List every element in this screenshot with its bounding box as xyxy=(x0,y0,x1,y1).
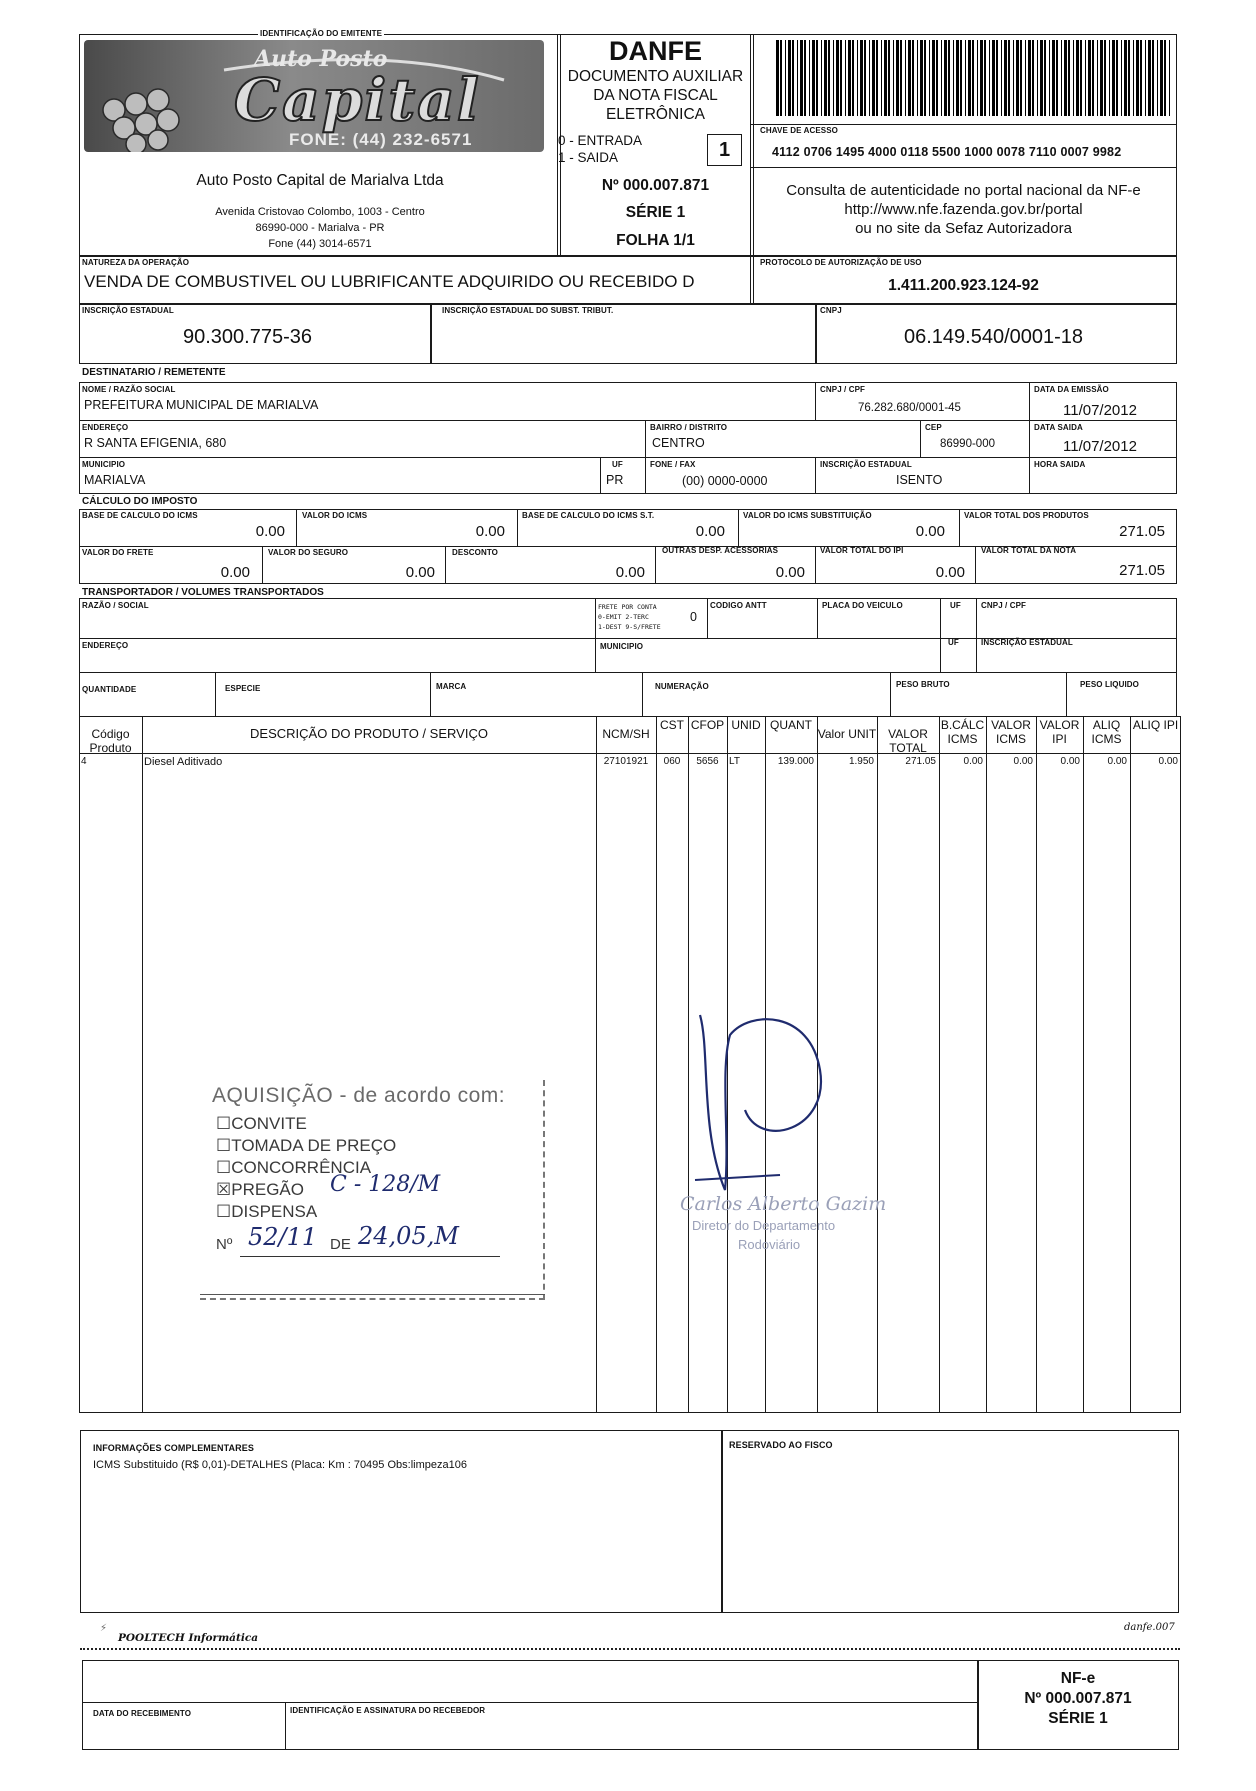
barcode-bar xyxy=(1037,40,1038,116)
table-header-cell: ALIQ IPI xyxy=(1132,718,1179,732)
barcode-bar xyxy=(1049,40,1050,116)
emitente-name: Auto Posto Capital de Marialva Ltda xyxy=(196,172,444,189)
signatory-name: Carlos Alberto Gazim xyxy=(680,1193,887,1215)
barcode-bar xyxy=(1164,40,1166,116)
barcode-bar xyxy=(840,40,842,116)
total-prod-label: VALOR TOTAL DOS PRODUTOS xyxy=(964,511,1089,520)
transp-frete-val: 0 xyxy=(690,610,697,624)
barcode-bar xyxy=(1133,40,1134,116)
software-credit: POOLTECH Informática xyxy=(118,1632,259,1644)
barcode-bar xyxy=(864,40,866,116)
barcode-bar xyxy=(797,40,798,116)
fisco-label: RESERVADO AO FISCO xyxy=(729,1440,833,1450)
desconto-label: DESCONTO xyxy=(452,548,498,557)
barcode-bar xyxy=(1121,40,1122,116)
barcode-bar xyxy=(977,40,978,116)
table-column-divider xyxy=(142,716,143,1413)
danfe-title: DANFE xyxy=(609,36,702,66)
barcode-bar xyxy=(1109,40,1110,116)
table-column-divider xyxy=(656,716,657,1413)
barcode-bar xyxy=(972,40,974,116)
ie-st-label: INSCRIÇÃO ESTADUAL DO SUBST. TRIBUT. xyxy=(442,306,614,315)
seguro: 0.00 xyxy=(405,564,435,581)
barcode-bar xyxy=(785,40,786,116)
dest-cnpj: 76.282.680/0001-45 xyxy=(858,402,961,414)
barcode-bar xyxy=(944,40,947,116)
stamp-concorrencia-label: CONCORRÊNCIA xyxy=(231,1158,372,1177)
danfe-subtitle-2: DA NOTA FISCAL xyxy=(593,87,718,104)
table-header-cell: CST xyxy=(660,718,684,732)
barcode-bar xyxy=(852,40,854,116)
barcode-bar xyxy=(1013,40,1014,116)
consulta-line-1: Consulta de autenticidade no portal nacional da NF-e xyxy=(786,182,1141,199)
transp-uf2-label: UF xyxy=(948,638,959,647)
barcode-bar xyxy=(1136,40,1139,116)
dest-saida-label: DATA SAIDA xyxy=(1034,423,1083,432)
dest-saida: 11/07/2012 xyxy=(1063,438,1137,455)
danfe-version: danfe.007 xyxy=(1124,1622,1175,1633)
total-nota: 271.05 xyxy=(1119,562,1165,579)
signature-icon xyxy=(690,1010,870,1210)
barcode-bar xyxy=(812,40,815,116)
cnpj-value: 06.149.540/0001-18 xyxy=(904,326,1084,348)
barcode-bar xyxy=(1124,40,1127,116)
barcode-icon xyxy=(776,40,1176,116)
table-header-cell: NCM/SH xyxy=(602,727,650,741)
canhoto-serie: SÉRIE 1 xyxy=(1048,1710,1108,1727)
vol-numeracao-label: NUMERAÇÃO xyxy=(655,682,709,691)
table-column-divider xyxy=(939,716,940,1413)
checkbox-empty-icon: ☐ xyxy=(216,1158,232,1177)
produtos-box xyxy=(79,716,1181,1413)
barcode-bar xyxy=(800,40,803,116)
stamp-date-handwritten: 24,05,M xyxy=(358,1222,459,1250)
transp-municipio-label: MUNICIPIO xyxy=(600,642,644,651)
consulta-line-3: ou no site da Sefaz Autorizadora xyxy=(855,220,1072,237)
base-icms: 0.00 xyxy=(255,523,285,540)
valor-st-label: VALOR DO ICMS SUBSTITUIÇÃO xyxy=(743,511,872,520)
table-header-cell: VALOR IPI xyxy=(1039,718,1080,746)
transp-razao-label: RAZÃO / SOCIAL xyxy=(82,601,149,610)
table-cell: 4 xyxy=(81,756,87,767)
barcode-bar xyxy=(884,40,887,116)
barcode-bar xyxy=(848,40,851,116)
barcode-bar xyxy=(941,40,942,116)
checkbox-empty-icon: ☐ xyxy=(216,1202,232,1221)
barcode-bar xyxy=(1112,40,1115,116)
dest-endereco-label: ENDEREÇO xyxy=(82,423,129,432)
table-header-cell: UNID xyxy=(731,718,761,732)
info-box xyxy=(80,1430,723,1613)
dest-ie-label: INSCRIÇÃO ESTADUAL xyxy=(820,460,912,469)
vol-especie-label: ESPECIE xyxy=(225,684,261,693)
table-cell: 5656 xyxy=(696,756,719,767)
stamp-num-handwritten: 52/11 xyxy=(248,1223,318,1251)
valor-icms: 0.00 xyxy=(475,523,505,540)
stamp-pregao-handwritten: C - 128/M xyxy=(330,1172,441,1197)
barcode-bar xyxy=(792,40,794,116)
dest-nome: PREFEITURA MUNICIPAL DE MARIALVA xyxy=(84,398,319,412)
table-header-cell: ALIQ ICMS xyxy=(1091,718,1122,746)
danfe-numero: Nº 000.007.871 xyxy=(601,177,710,194)
barcode-bar xyxy=(876,40,878,116)
barcode-bar xyxy=(1001,40,1002,116)
danfe-folha: FOLHA 1/1 xyxy=(616,232,695,249)
barcode-bar xyxy=(1145,40,1146,116)
emitente-address: Avenida Cristovao Colombo, 1003 - Centro xyxy=(215,206,425,218)
chave-value: 4112 0706 1495 4000 0118 5500 1000 0078 7110 0007 9982 xyxy=(772,145,1122,159)
barcode-bar xyxy=(1056,40,1058,116)
total-prod: 271.05 xyxy=(1119,523,1165,540)
barcode-bar xyxy=(1148,40,1151,116)
frete: 0.00 xyxy=(220,564,250,581)
barcode-bar xyxy=(1016,40,1019,116)
dest-endereco: R SANTA EFIGENIA, 680 xyxy=(84,436,227,450)
barcode-bar xyxy=(953,40,954,116)
base-st-label: BASE DE CALCULO DO ICMS S.T. xyxy=(522,511,655,520)
aquisicao-stamp xyxy=(200,1080,545,1300)
barcode-bar xyxy=(1032,40,1034,116)
barcode-bar xyxy=(809,40,810,116)
barcode-bar xyxy=(948,40,950,116)
vol-peso-liquido-label: PESO LIQUIDO xyxy=(1080,680,1139,689)
canhoto-box xyxy=(82,1660,979,1750)
barcode-bar xyxy=(1008,40,1010,116)
table-header-cell: DESCRIÇÃO DO PRODUTO / SERVIÇO xyxy=(250,726,488,741)
barcode-bar xyxy=(804,40,806,116)
natureza-label: NATUREZA DA OPERAÇÃO xyxy=(82,258,190,267)
barcode-bar xyxy=(917,40,918,116)
table-cell: 0.00 xyxy=(963,756,983,767)
barcode-bar xyxy=(968,40,971,116)
barcode-bar xyxy=(960,40,962,116)
transp-cnpj-label: CNPJ / CPF xyxy=(981,601,1027,610)
signatory-role-2: Rodoviário xyxy=(738,1237,801,1252)
barcode-bar xyxy=(821,40,822,116)
table-cell: 139.000 xyxy=(777,756,814,767)
signatory-role-1: Diretor do Departamento xyxy=(692,1218,836,1233)
valor-icms-label: VALOR DO ICMS xyxy=(302,511,368,520)
barcode-bar xyxy=(1160,40,1163,116)
barcode-bar xyxy=(857,40,858,116)
barcode-bar xyxy=(1140,40,1142,116)
barcode-bar xyxy=(1068,40,1070,116)
dest-uf-label: UF xyxy=(612,460,623,469)
transp-uf-label: UF xyxy=(950,601,961,610)
company-logo xyxy=(84,40,544,152)
total-nota-label: VALOR TOTAL DA NOTA xyxy=(981,546,1077,555)
dest-municipio-label: MUNICIPIO xyxy=(82,460,126,469)
transp-endereco-label: ENDEREÇO xyxy=(82,641,129,650)
software-logo-icon: ⚡ xyxy=(100,1623,108,1634)
barcode-bar xyxy=(1044,40,1046,116)
barcode-bar xyxy=(1061,40,1062,116)
barcode-bar xyxy=(936,40,938,116)
stamp-title: AQUISIÇÃO - de acordo com: xyxy=(212,1084,506,1107)
table-column-divider xyxy=(688,716,689,1413)
canhoto-assinatura-label: IDENTIFICAÇÃO E ASSINATURA DO RECEBEDOR xyxy=(290,1706,486,1715)
table-column-divider xyxy=(1036,716,1037,1413)
barcode-bar xyxy=(896,40,899,116)
logo-word2: Capital xyxy=(234,66,481,134)
fisco-box xyxy=(721,1430,1179,1613)
barcode-bar xyxy=(1040,40,1043,116)
emitente-city: 86990-000 - Marialva - PR xyxy=(255,222,385,234)
destinatario-title: DESTINATARIO / REMETENTE xyxy=(82,367,226,378)
dest-nome-label: NOME / RAZÃO SOCIAL xyxy=(82,385,176,394)
vol-marca-label: MARCA xyxy=(436,682,467,691)
barcode-bar xyxy=(905,40,906,116)
barcode-bar xyxy=(1025,40,1026,116)
barcode-bar xyxy=(956,40,959,116)
cut-line xyxy=(80,1648,1180,1650)
barcode-bar xyxy=(1157,40,1158,116)
table-cell: LT xyxy=(729,756,740,767)
emitente-label: IDENTIFICAÇÃO DO EMITENTE xyxy=(260,29,383,38)
danfe-subtitle-3: ELETRÔNICA xyxy=(605,106,706,123)
table-cell: 1.950 xyxy=(848,756,874,767)
table-header-cell: Código Produto xyxy=(89,727,132,755)
danfe-serie: SÉRIE 1 xyxy=(625,204,686,221)
transp-frete-opt-2: 0-EMIT 2-TERC xyxy=(598,613,649,621)
transp-frete-opt-3: 1-DEST 9-S/FRETE xyxy=(598,623,661,631)
canhoto-nfe: NF-e xyxy=(1060,1670,1096,1687)
barcode-bar xyxy=(932,40,935,116)
barcode-bar xyxy=(881,40,882,116)
table-header-cell: Valor UNIT xyxy=(817,727,877,741)
barcode-bar xyxy=(1085,40,1086,116)
barcode-bar xyxy=(1092,40,1094,116)
barcode-bar xyxy=(984,40,986,116)
barcode-bar xyxy=(1169,40,1170,116)
info-text: ICMS Substituido (R$ 0,01)-DETALHES (Placa: Km : 70495 Obs:limpeza106 xyxy=(93,1459,467,1471)
barcode-bar xyxy=(824,40,827,116)
dest-ie: ISENTO xyxy=(896,473,943,487)
stamp-item-convite xyxy=(216,1114,307,1134)
table-column-divider xyxy=(986,716,987,1413)
checkbox-empty-icon: ☐ xyxy=(216,1114,232,1133)
table-header-cell: QUANT xyxy=(770,718,812,732)
dest-emissao: 11/07/2012 xyxy=(1063,402,1137,419)
table-column-divider xyxy=(1130,716,1131,1413)
barcode-bar xyxy=(996,40,998,116)
outras: 0.00 xyxy=(775,564,805,581)
table-cell: 0.00 xyxy=(1158,756,1178,767)
barcode-bar xyxy=(920,40,923,116)
barcode-bar xyxy=(912,40,914,116)
seguro-label: VALOR DO SEGURO xyxy=(268,548,349,557)
barcode-bar xyxy=(788,40,791,116)
protocolo-label: PROTOCOLO DE AUTORIZAÇÃO DE USO xyxy=(760,258,922,267)
barcode-bar xyxy=(816,40,818,116)
barcode-bar xyxy=(893,40,894,116)
table-cell: 271.05 xyxy=(905,756,936,767)
dest-bairro: CENTRO xyxy=(652,436,705,450)
dest-emissao-label: DATA DA EMISSÃO xyxy=(1034,385,1109,394)
barcode-bar xyxy=(929,40,930,116)
transp-placa-label: PLACA DO VEICULO xyxy=(822,601,903,610)
dest-cnpj-label: CNPJ / CPF xyxy=(820,385,866,394)
stamp-item-dispensa xyxy=(216,1202,317,1222)
danfe-tipo-box: 1 xyxy=(707,134,742,166)
outras-label: OUTRAS DESP. ACESSORIAS xyxy=(662,546,779,555)
table-cell: 0.00 xyxy=(1107,756,1127,767)
table-cell: Diesel Aditivado xyxy=(144,756,223,768)
barcode-bar xyxy=(908,40,911,116)
barcode-bar xyxy=(965,40,966,116)
dest-uf: PR xyxy=(606,473,624,487)
consulta-line-2: http://www.nfe.fazenda.gov.br/portal xyxy=(844,201,1083,218)
dest-fone: (00) 0000-0000 xyxy=(682,474,768,488)
barcode-bar xyxy=(1020,40,1022,116)
dest-cep: 86990-000 xyxy=(940,438,995,450)
barcode-bar xyxy=(845,40,846,116)
barcode-bar xyxy=(1004,40,1007,116)
ipi: 0.00 xyxy=(935,564,965,581)
barcode-bar xyxy=(1064,40,1067,116)
checkbox-empty-icon: ☐ xyxy=(216,1136,232,1155)
canhoto-data-label: DATA DO RECEBIMENTO xyxy=(93,1709,192,1718)
vol-quantidade-label: QUANTIDADE xyxy=(82,685,137,694)
barcode-bar xyxy=(989,40,990,116)
stamp-tomada-label: TOMADA DE PREÇO xyxy=(231,1136,397,1155)
table-header-cell: VALOR TOTAL xyxy=(888,727,928,755)
barcode-bar xyxy=(1116,40,1118,116)
stamp-item-pregao xyxy=(216,1180,304,1200)
ipi-label: VALOR TOTAL DO IPI xyxy=(820,546,904,555)
stamp-num-prefix: Nº xyxy=(216,1236,233,1253)
table-header-cell: CFOP xyxy=(690,718,725,732)
barcode-bar xyxy=(1100,40,1103,116)
checkbox-checked-icon: ☒ xyxy=(216,1180,232,1199)
barcode-bar xyxy=(1152,40,1154,116)
base-icms-label: BASE DE CALCULO DO ICMS xyxy=(82,511,198,520)
barcode-bar xyxy=(1073,40,1074,116)
table-column-divider xyxy=(877,716,878,1413)
barcode-bar xyxy=(888,40,890,116)
logo-word1: Auto Posto xyxy=(254,46,388,72)
barcode-bar xyxy=(828,40,830,116)
emitente-phone: Fone (44) 3014-6571 xyxy=(268,238,372,250)
danfe-saida: 1 - SAIDA xyxy=(558,150,619,165)
table-column-divider xyxy=(1083,716,1084,1413)
barcode-bar xyxy=(1104,40,1106,116)
chave-label: CHAVE DE ACESSO xyxy=(760,126,838,135)
transp-frete-opt-1: FRETE POR CONTA xyxy=(598,603,657,611)
barcode-bar xyxy=(1080,40,1082,116)
info-label: INFORMAÇÕES COMPLEMENTARES xyxy=(93,1443,254,1453)
barcode-bar xyxy=(980,40,983,116)
barcode-bar xyxy=(1097,40,1098,116)
table-header-cell: B.CÁLC ICMS xyxy=(940,718,985,746)
barcode-bar xyxy=(900,40,902,116)
natureza-value: VENDA DE COMBUSTIVEL OU LUBRIFICANTE ADQUIRIDO OU RECEBIDO D xyxy=(84,272,695,291)
barcode-bar xyxy=(1052,40,1055,116)
dest-cep-label: CEP xyxy=(925,423,942,432)
table-cell: 060 xyxy=(663,756,681,767)
barcode-bar xyxy=(1028,40,1031,116)
base-st: 0.00 xyxy=(695,523,725,540)
ie-label: INSCRIÇÃO ESTADUAL xyxy=(82,306,174,315)
stamp-convite-label: CONVITE xyxy=(231,1114,307,1133)
barcode-bar xyxy=(872,40,875,116)
barcode-bar xyxy=(1076,40,1079,116)
protocolo-value: 1.411.200.923.124-92 xyxy=(888,277,1039,294)
dest-bairro-label: BAIRRO / DISTRITO xyxy=(650,423,728,432)
stamp-pregao-label: PREGÃO xyxy=(231,1180,304,1199)
table-column-divider xyxy=(596,716,597,1413)
ie-value: 90.300.775-36 xyxy=(183,326,313,348)
table-header-cell: VALOR ICMS xyxy=(991,718,1031,746)
barcode-bar xyxy=(860,40,863,116)
table-cell: 0.00 xyxy=(1060,756,1080,767)
dest-hora-label: HORA SAIDA xyxy=(1034,460,1086,469)
danfe-entrada: 0 - ENTRADA xyxy=(558,133,643,148)
barcode-bar xyxy=(776,40,779,116)
transp-antt-label: CODIGO ANTT xyxy=(710,601,767,610)
canhoto-numero: Nº 000.007.871 xyxy=(1024,1690,1132,1707)
stamp-item-tomada xyxy=(216,1136,396,1156)
frete-label: VALOR DO FRETE xyxy=(82,548,154,557)
barcode-bar xyxy=(780,40,782,116)
imposto-title: CÁLCULO DO IMPOSTO xyxy=(82,496,198,507)
barcode-bar xyxy=(1128,40,1130,116)
barcode-bar xyxy=(833,40,834,116)
barcode-bar xyxy=(992,40,995,116)
dest-municipio: MARIALVA xyxy=(84,473,146,487)
barcode-bar xyxy=(1088,40,1091,116)
transp-ie-label: INSCRIÇÃO ESTADUAL xyxy=(981,638,1073,647)
cnpj-label: CNPJ xyxy=(820,306,842,315)
dest-fone-label: FONE / FAX xyxy=(650,460,696,469)
barcode-bar xyxy=(836,40,839,116)
barcode-bar xyxy=(869,40,870,116)
valor-st: 0.00 xyxy=(915,523,945,540)
logo-phone: FONE: (44) 232-6571 xyxy=(289,130,473,149)
table-cell: 0.00 xyxy=(1013,756,1033,767)
vol-peso-bruto-label: PESO BRUTO xyxy=(896,680,950,689)
desconto: 0.00 xyxy=(615,564,645,581)
barcode-bar xyxy=(924,40,926,116)
danfe-subtitle-1: DOCUMENTO AUXILIAR xyxy=(567,68,744,85)
stamp-dispensa-label: DISPENSA xyxy=(231,1202,318,1221)
table-cell: 27101921 xyxy=(603,756,649,767)
transportador-title: TRANSPORTADOR / VOLUMES TRANSPORTADOS xyxy=(82,587,324,598)
stamp-de: DE xyxy=(330,1236,351,1253)
